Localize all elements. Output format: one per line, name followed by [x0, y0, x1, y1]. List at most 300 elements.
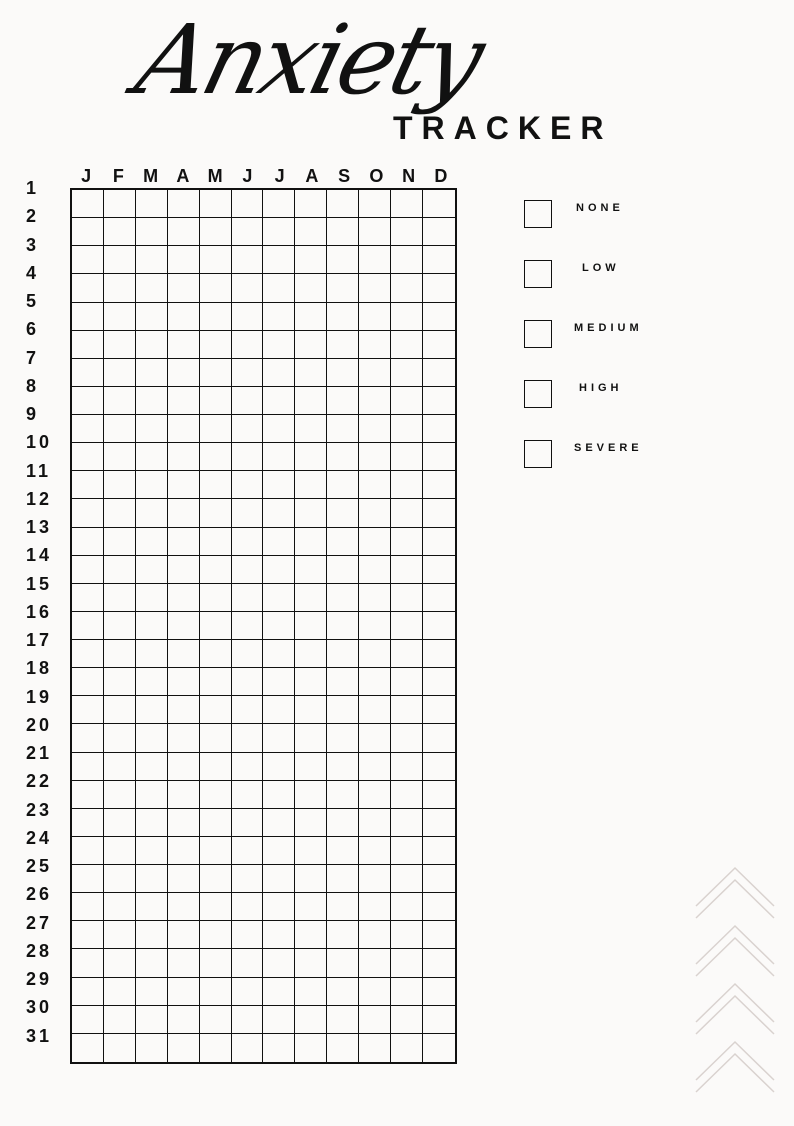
tracker-cell[interactable] [136, 190, 168, 218]
tracker-cell[interactable] [295, 415, 327, 443]
tracker-cell[interactable] [263, 781, 295, 809]
tracker-cell[interactable] [295, 921, 327, 949]
tracker-cell[interactable] [72, 837, 104, 865]
tracker-cell[interactable] [359, 640, 391, 668]
tracker-cell[interactable] [136, 668, 168, 696]
tracker-cell[interactable] [359, 331, 391, 359]
tracker-cell[interactable] [200, 865, 232, 893]
tracker-cell[interactable] [104, 809, 136, 837]
tracker-cell[interactable] [327, 809, 359, 837]
tracker-cell[interactable] [263, 724, 295, 752]
tracker-cell[interactable] [295, 696, 327, 724]
tracker-cell[interactable] [295, 331, 327, 359]
tracker-cell[interactable] [72, 781, 104, 809]
tracker-cell[interactable] [104, 921, 136, 949]
tracker-cell[interactable] [136, 471, 168, 499]
tracker-cell[interactable] [423, 837, 455, 865]
tracker-cell[interactable] [232, 949, 264, 977]
tracker-cell[interactable] [263, 978, 295, 1006]
tracker-cell[interactable] [391, 781, 423, 809]
tracker-cell[interactable] [263, 190, 295, 218]
tracker-cell[interactable] [359, 303, 391, 331]
tracker-cell[interactable] [136, 246, 168, 274]
tracker-cell[interactable] [136, 499, 168, 527]
tracker-cell[interactable] [168, 443, 200, 471]
tracker-cell[interactable] [200, 556, 232, 584]
tracker-cell[interactable] [263, 696, 295, 724]
tracker-cell[interactable] [263, 1006, 295, 1034]
tracker-cell[interactable] [168, 387, 200, 415]
tracker-cell[interactable] [359, 443, 391, 471]
tracker-cell[interactable] [136, 809, 168, 837]
tracker-cell[interactable] [72, 893, 104, 921]
tracker-cell[interactable] [104, 978, 136, 1006]
tracker-cell[interactable] [104, 781, 136, 809]
tracker-cell[interactable] [136, 556, 168, 584]
tracker-cell[interactable] [391, 443, 423, 471]
tracker-cell[interactable] [72, 556, 104, 584]
tracker-cell[interactable] [168, 584, 200, 612]
tracker-cell[interactable] [295, 443, 327, 471]
tracker-cell[interactable] [263, 246, 295, 274]
tracker-cell[interactable] [72, 415, 104, 443]
tracker-cell[interactable] [327, 274, 359, 302]
tracker-cell[interactable] [72, 471, 104, 499]
tracker-cell[interactable] [423, 1034, 455, 1062]
tracker-cell[interactable] [263, 528, 295, 556]
tracker-cell[interactable] [359, 274, 391, 302]
tracker-cell[interactable] [232, 584, 264, 612]
tracker-cell[interactable] [391, 1034, 423, 1062]
tracker-cell[interactable] [295, 612, 327, 640]
tracker-cell[interactable] [200, 640, 232, 668]
tracker-cell[interactable] [359, 415, 391, 443]
tracker-cell[interactable] [200, 471, 232, 499]
tracker-cell[interactable] [168, 781, 200, 809]
tracker-cell[interactable] [263, 865, 295, 893]
tracker-cell[interactable] [423, 696, 455, 724]
tracker-cell[interactable] [359, 528, 391, 556]
tracker-cell[interactable] [327, 218, 359, 246]
tracker-cell[interactable] [391, 893, 423, 921]
tracker-cell[interactable] [232, 556, 264, 584]
tracker-cell[interactable] [136, 387, 168, 415]
tracker-cell[interactable] [263, 1034, 295, 1062]
tracker-cell[interactable] [391, 274, 423, 302]
tracker-cell[interactable] [423, 668, 455, 696]
tracker-cell[interactable] [136, 303, 168, 331]
tracker-cell[interactable] [232, 303, 264, 331]
tracker-cell[interactable] [232, 1006, 264, 1034]
tracker-cell[interactable] [391, 921, 423, 949]
tracker-cell[interactable] [295, 893, 327, 921]
tracker-cell[interactable] [168, 668, 200, 696]
tracker-cell[interactable] [168, 809, 200, 837]
tracker-cell[interactable] [200, 443, 232, 471]
tracker-cell[interactable] [423, 978, 455, 1006]
tracker-cell[interactable] [200, 724, 232, 752]
tracker-cell[interactable] [423, 387, 455, 415]
tracker-cell[interactable] [295, 668, 327, 696]
tracker-cell[interactable] [423, 893, 455, 921]
tracker-cell[interactable] [391, 696, 423, 724]
tracker-cell[interactable] [232, 612, 264, 640]
tracker-cell[interactable] [136, 781, 168, 809]
tracker-cell[interactable] [359, 668, 391, 696]
tracker-cell[interactable] [359, 471, 391, 499]
tracker-cell[interactable] [136, 584, 168, 612]
tracker-cell[interactable] [72, 753, 104, 781]
tracker-cell[interactable] [263, 443, 295, 471]
tracker-cell[interactable] [72, 949, 104, 977]
tracker-cell[interactable] [232, 218, 264, 246]
tracker-cell[interactable] [263, 556, 295, 584]
tracker-cell[interactable] [327, 471, 359, 499]
tracker-cell[interactable] [263, 893, 295, 921]
tracker-cell[interactable] [136, 359, 168, 387]
tracker-cell[interactable] [295, 218, 327, 246]
tracker-cell[interactable] [263, 921, 295, 949]
tracker-cell[interactable] [391, 584, 423, 612]
tracker-cell[interactable] [104, 753, 136, 781]
tracker-cell[interactable] [200, 612, 232, 640]
tracker-cell[interactable] [327, 668, 359, 696]
tracker-cell[interactable] [327, 612, 359, 640]
tracker-cell[interactable] [72, 612, 104, 640]
tracker-cell[interactable] [72, 640, 104, 668]
tracker-cell[interactable] [200, 415, 232, 443]
tracker-cell[interactable] [104, 246, 136, 274]
tracker-cell[interactable] [104, 274, 136, 302]
tracker-cell[interactable] [359, 921, 391, 949]
tracker-cell[interactable] [104, 865, 136, 893]
tracker-cell[interactable] [200, 387, 232, 415]
tracker-cell[interactable] [168, 471, 200, 499]
tracker-cell[interactable] [104, 893, 136, 921]
tracker-cell[interactable] [263, 809, 295, 837]
tracker-cell[interactable] [391, 865, 423, 893]
tracker-cell[interactable] [327, 837, 359, 865]
tracker-cell[interactable] [391, 978, 423, 1006]
tracker-cell[interactable] [104, 837, 136, 865]
tracker-cell[interactable] [104, 528, 136, 556]
tracker-cell[interactable] [391, 640, 423, 668]
tracker-cell[interactable] [200, 499, 232, 527]
tracker-cell[interactable] [200, 949, 232, 977]
tracker-cell[interactable] [104, 724, 136, 752]
tracker-cell[interactable] [359, 556, 391, 584]
tracker-cell[interactable] [391, 724, 423, 752]
tracker-cell[interactable] [295, 528, 327, 556]
tracker-cell[interactable] [72, 724, 104, 752]
tracker-cell[interactable] [136, 1034, 168, 1062]
tracker-cell[interactable] [72, 1006, 104, 1034]
tracker-cell[interactable] [391, 612, 423, 640]
tracker-cell[interactable] [295, 471, 327, 499]
tracker-cell[interactable] [327, 781, 359, 809]
tracker-cell[interactable] [359, 190, 391, 218]
tracker-cell[interactable] [200, 1006, 232, 1034]
tracker-cell[interactable] [168, 331, 200, 359]
legend-checkbox[interactable] [524, 380, 552, 408]
tracker-cell[interactable] [359, 499, 391, 527]
tracker-cell[interactable] [327, 387, 359, 415]
tracker-cell[interactable] [263, 668, 295, 696]
tracker-cell[interactable] [327, 1034, 359, 1062]
tracker-cell[interactable] [423, 640, 455, 668]
tracker-cell[interactable] [168, 837, 200, 865]
tracker-cell[interactable] [423, 612, 455, 640]
tracker-cell[interactable] [200, 781, 232, 809]
tracker-cell[interactable] [295, 556, 327, 584]
tracker-cell[interactable] [136, 949, 168, 977]
tracker-cell[interactable] [200, 303, 232, 331]
tracker-cell[interactable] [232, 331, 264, 359]
tracker-cell[interactable] [200, 1034, 232, 1062]
tracker-cell[interactable] [423, 218, 455, 246]
tracker-cell[interactable] [423, 584, 455, 612]
tracker-cell[interactable] [423, 415, 455, 443]
tracker-cell[interactable] [168, 949, 200, 977]
tracker-cell[interactable] [168, 640, 200, 668]
tracker-cell[interactable] [72, 246, 104, 274]
tracker-cell[interactable] [359, 1034, 391, 1062]
tracker-cell[interactable] [263, 218, 295, 246]
tracker-cell[interactable] [263, 612, 295, 640]
tracker-cell[interactable] [359, 949, 391, 977]
tracker-cell[interactable] [232, 1034, 264, 1062]
tracker-cell[interactable] [104, 443, 136, 471]
tracker-cell[interactable] [423, 724, 455, 752]
tracker-cell[interactable] [72, 218, 104, 246]
tracker-cell[interactable] [327, 584, 359, 612]
tracker-cell[interactable] [72, 696, 104, 724]
tracker-cell[interactable] [200, 584, 232, 612]
tracker-cell[interactable] [327, 753, 359, 781]
tracker-cell[interactable] [423, 865, 455, 893]
tracker-cell[interactable] [136, 753, 168, 781]
tracker-cell[interactable] [104, 331, 136, 359]
tracker-cell[interactable] [295, 1034, 327, 1062]
tracker-cell[interactable] [104, 949, 136, 977]
tracker-cell[interactable] [423, 753, 455, 781]
tracker-cell[interactable] [72, 584, 104, 612]
tracker-cell[interactable] [168, 753, 200, 781]
tracker-cell[interactable] [359, 753, 391, 781]
tracker-cell[interactable] [295, 978, 327, 1006]
tracker-cell[interactable] [72, 387, 104, 415]
tracker-cell[interactable] [232, 809, 264, 837]
tracker-cell[interactable] [168, 865, 200, 893]
tracker-cell[interactable] [263, 331, 295, 359]
tracker-cell[interactable] [327, 331, 359, 359]
tracker-cell[interactable] [200, 809, 232, 837]
tracker-cell[interactable] [359, 584, 391, 612]
tracker-cell[interactable] [391, 471, 423, 499]
tracker-cell[interactable] [295, 499, 327, 527]
tracker-cell[interactable] [263, 471, 295, 499]
tracker-cell[interactable] [136, 724, 168, 752]
tracker-cell[interactable] [168, 921, 200, 949]
tracker-cell[interactable] [327, 921, 359, 949]
tracker-cell[interactable] [232, 696, 264, 724]
tracker-cell[interactable] [72, 809, 104, 837]
tracker-cell[interactable] [391, 246, 423, 274]
tracker-cell[interactable] [232, 359, 264, 387]
tracker-cell[interactable] [168, 246, 200, 274]
tracker-cell[interactable] [168, 190, 200, 218]
tracker-cell[interactable] [359, 1006, 391, 1034]
tracker-cell[interactable] [104, 612, 136, 640]
tracker-cell[interactable] [391, 499, 423, 527]
tracker-cell[interactable] [72, 499, 104, 527]
tracker-cell[interactable] [327, 696, 359, 724]
tracker-cell[interactable] [200, 753, 232, 781]
tracker-cell[interactable] [232, 753, 264, 781]
tracker-cell[interactable] [359, 612, 391, 640]
tracker-cell[interactable] [295, 274, 327, 302]
tracker-cell[interactable] [263, 274, 295, 302]
tracker-cell[interactable] [423, 499, 455, 527]
tracker-cell[interactable] [423, 1006, 455, 1034]
tracker-cell[interactable] [391, 415, 423, 443]
tracker-cell[interactable] [295, 584, 327, 612]
tracker-cell[interactable] [423, 556, 455, 584]
tracker-cell[interactable] [423, 528, 455, 556]
tracker-cell[interactable] [200, 668, 232, 696]
tracker-cell[interactable] [327, 415, 359, 443]
tracker-cell[interactable] [168, 556, 200, 584]
tracker-cell[interactable] [168, 696, 200, 724]
legend-checkbox[interactable] [524, 440, 552, 468]
tracker-cell[interactable] [359, 724, 391, 752]
tracker-cell[interactable] [72, 865, 104, 893]
tracker-cell[interactable] [423, 921, 455, 949]
tracker-cell[interactable] [295, 640, 327, 668]
tracker-cell[interactable] [136, 415, 168, 443]
tracker-cell[interactable] [327, 640, 359, 668]
tracker-cell[interactable] [232, 246, 264, 274]
tracker-cell[interactable] [232, 274, 264, 302]
tracker-cell[interactable] [295, 246, 327, 274]
tracker-cell[interactable] [327, 893, 359, 921]
tracker-cell[interactable] [423, 190, 455, 218]
tracker-cell[interactable] [232, 978, 264, 1006]
tracker-cell[interactable] [391, 359, 423, 387]
tracker-cell[interactable] [359, 696, 391, 724]
tracker-cell[interactable] [263, 584, 295, 612]
tracker-cell[interactable] [168, 274, 200, 302]
tracker-cell[interactable] [168, 528, 200, 556]
tracker-cell[interactable] [263, 359, 295, 387]
tracker-cell[interactable] [232, 837, 264, 865]
tracker-cell[interactable] [104, 190, 136, 218]
tracker-cell[interactable] [72, 274, 104, 302]
tracker-cell[interactable] [295, 837, 327, 865]
tracker-cell[interactable] [200, 274, 232, 302]
tracker-cell[interactable] [391, 837, 423, 865]
tracker-cell[interactable] [423, 303, 455, 331]
tracker-cell[interactable] [423, 781, 455, 809]
tracker-cell[interactable] [104, 696, 136, 724]
tracker-cell[interactable] [359, 218, 391, 246]
tracker-cell[interactable] [72, 359, 104, 387]
tracker-cell[interactable] [104, 1006, 136, 1034]
tracker-cell[interactable] [168, 893, 200, 921]
tracker-cell[interactable] [295, 865, 327, 893]
tracker-cell[interactable] [72, 190, 104, 218]
tracker-cell[interactable] [327, 1006, 359, 1034]
tracker-cell[interactable] [327, 303, 359, 331]
tracker-cell[interactable] [232, 893, 264, 921]
tracker-cell[interactable] [136, 331, 168, 359]
tracker-cell[interactable] [136, 218, 168, 246]
tracker-cell[interactable] [391, 753, 423, 781]
tracker-cell[interactable] [104, 1034, 136, 1062]
tracker-cell[interactable] [232, 471, 264, 499]
tracker-cell[interactable] [359, 837, 391, 865]
tracker-cell[interactable] [263, 499, 295, 527]
tracker-cell[interactable] [232, 387, 264, 415]
tracker-cell[interactable] [232, 190, 264, 218]
tracker-cell[interactable] [391, 809, 423, 837]
tracker-cell[interactable] [200, 978, 232, 1006]
tracker-cell[interactable] [72, 921, 104, 949]
tracker-cell[interactable] [295, 1006, 327, 1034]
tracker-cell[interactable] [168, 359, 200, 387]
tracker-cell[interactable] [391, 331, 423, 359]
tracker-cell[interactable] [168, 1006, 200, 1034]
tracker-cell[interactable] [232, 499, 264, 527]
tracker-cell[interactable] [72, 528, 104, 556]
tracker-cell[interactable] [359, 809, 391, 837]
tracker-cell[interactable] [327, 528, 359, 556]
tracker-cell[interactable] [168, 612, 200, 640]
tracker-cell[interactable] [168, 303, 200, 331]
tracker-cell[interactable] [391, 949, 423, 977]
tracker-cell[interactable] [391, 190, 423, 218]
tracker-cell[interactable] [200, 893, 232, 921]
tracker-cell[interactable] [295, 359, 327, 387]
tracker-cell[interactable] [200, 837, 232, 865]
tracker-cell[interactable] [168, 978, 200, 1006]
tracker-cell[interactable] [263, 753, 295, 781]
tracker-cell[interactable] [391, 218, 423, 246]
tracker-cell[interactable] [295, 781, 327, 809]
tracker-cell[interactable] [263, 837, 295, 865]
tracker-cell[interactable] [136, 921, 168, 949]
tracker-cell[interactable] [423, 246, 455, 274]
tracker-cell[interactable] [423, 809, 455, 837]
tracker-cell[interactable] [327, 359, 359, 387]
tracker-cell[interactable] [391, 668, 423, 696]
tracker-cell[interactable] [168, 218, 200, 246]
tracker-cell[interactable] [136, 528, 168, 556]
tracker-cell[interactable] [136, 1006, 168, 1034]
tracker-cell[interactable] [136, 443, 168, 471]
tracker-cell[interactable] [72, 443, 104, 471]
tracker-cell[interactable] [423, 471, 455, 499]
tracker-cell[interactable] [72, 331, 104, 359]
tracker-cell[interactable] [327, 865, 359, 893]
tracker-cell[interactable] [423, 274, 455, 302]
tracker-cell[interactable] [200, 190, 232, 218]
tracker-cell[interactable] [72, 303, 104, 331]
tracker-cell[interactable] [423, 443, 455, 471]
tracker-cell[interactable] [295, 303, 327, 331]
tracker-cell[interactable] [232, 528, 264, 556]
tracker-cell[interactable] [327, 190, 359, 218]
